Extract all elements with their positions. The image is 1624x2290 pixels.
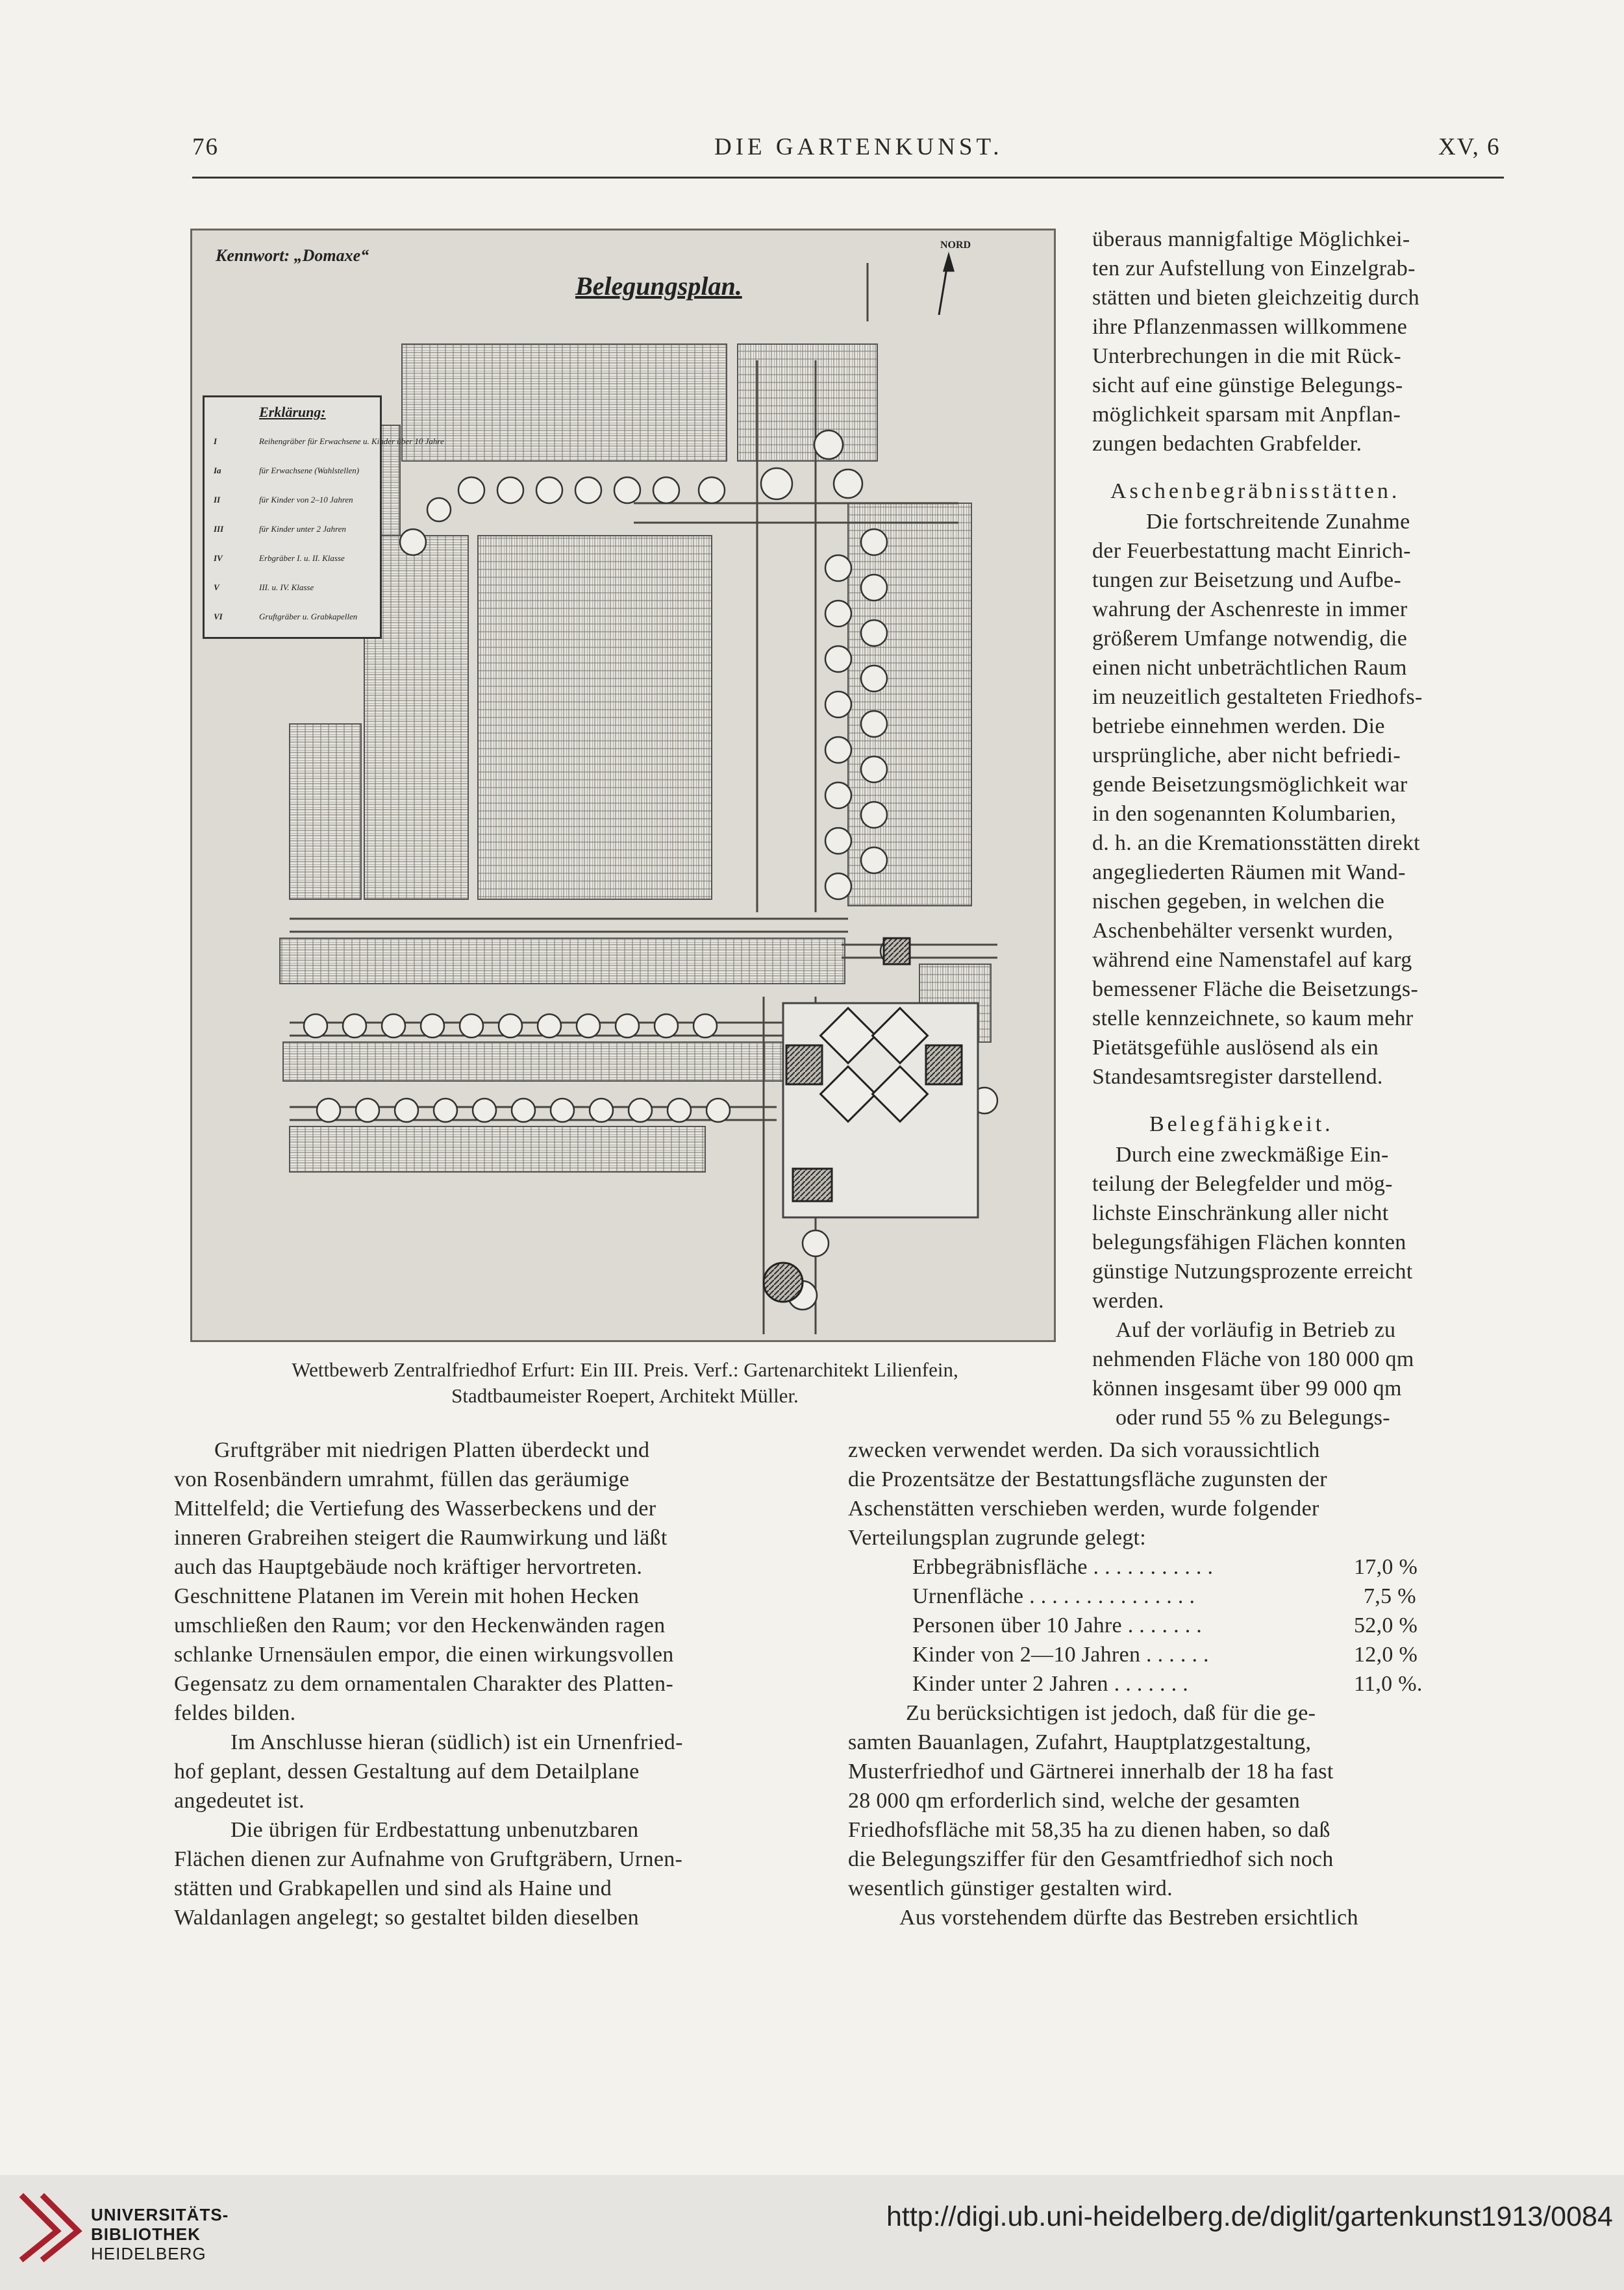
text-line: Musterfriedhof und Gärtnerei innerhalb der 18 ha fast [848,1760,1334,1784]
legend-row: I Reihengräber für Erwachsene u. Kinder über 10 Jahre [214,436,444,446]
text-line: Aschenstätten verschieben werden, wurde folgender [848,1497,1319,1521]
text-line: größerem Umfange notwendig, die [1092,627,1408,651]
text-line: ihre Pflanzenmassen willkommene [1092,315,1408,339]
text-line: 28 000 qm erforderlich sind, welche der gesamten [848,1789,1301,1813]
legend-row: VI Gruftgräber u. Grabkapellen [214,612,358,621]
text-line: Mittelfeld; die Vertiefung des Wasserbeckens und der [174,1497,656,1521]
library-logo-icon [18,2192,83,2263]
figure-legend [203,395,444,639]
text-line: Gruftgräber mit niedrigen Platten überdeckt und [214,1438,650,1462]
text-line: Aschenbehälter versenkt wurden, [1092,919,1393,943]
table-value: 12,0 % [1354,1643,1418,1667]
text-line: gende Beisetzungsmöglichkeit war [1092,773,1408,797]
text-line: im neuzeitlich gestalteten Friedhofs- [1092,685,1423,709]
text-line: überaus mannigfaltige Möglichkei- [1092,227,1410,251]
table-label: Personen über 10 Jahre . . . . . . . [912,1613,1203,1637]
text-line: inneren Grabreihen steigert die Raumwirkung und läßt [174,1526,668,1550]
text-line: Verteilungsplan zugrunde gelegt: [848,1526,1147,1550]
text-line: Unterbrechungen in die mit Rück- [1092,344,1402,368]
text-line: teilung der Belegfelder und mög- [1092,1172,1393,1196]
volume-number: XV, 6 [1438,134,1501,160]
text-line: Auf der vorläufig in Betrieb zu [1116,1318,1396,1342]
table-label: Kinder von 2—10 Jahren . . . . . . [912,1643,1209,1667]
figure-caption-line: Stadtbaumeister Roepert, Architekt Müller. [451,1384,799,1407]
text-line: samten Bauanlagen, Zufahrt, Hauptplatzgestaltung, [848,1730,1312,1754]
cemetery-plan-figure [190,229,1056,1342]
journal-title: DIE GARTENKUNST. [714,134,1003,160]
text-line: Aus vorstehendem dürfte das Bestreben ersichtlich [899,1906,1358,1930]
library-name: UNIVERSITÄTS- BIBLIOTHEK HEIDELBERG [91,2205,229,2263]
text-line: Pietätsgefühle auslösend als ein [1092,1036,1379,1060]
figure-caption-line: Wettbewerb Zentralfriedhof Erfurt: Ein III. Preis. Verf.: Gartenarchitekt Lilienfein, [292,1358,958,1381]
text-line: Flächen dienen zur Aufnahme von Gruftgräbern, Urnen- [174,1847,683,1871]
text-line: d. h. an die Kremationsstätten direkt [1092,831,1420,855]
text-line: angegliederten Räumen mit Wand- [1092,860,1406,884]
text-line: Geschnittene Platanen im Verein mit hohen Hecken [174,1584,640,1608]
text-line: der Feuerbestattung macht Einrich- [1092,539,1411,563]
text-line: lichste Einschränkung aller nicht [1092,1201,1389,1225]
text-line: Friedhofsfläche mit 58,35 ha zu dienen haben, so daß [848,1818,1330,1842]
text-line: werden. [1092,1289,1164,1313]
text-line: bemessener Fläche die Beisetzungs- [1092,977,1419,1001]
text-line: während eine Namenstafel auf karg [1092,948,1412,972]
legend-row: V III. u. IV. Klasse [214,582,314,592]
header-rule [192,177,1504,179]
text-line: wahrung der Aschenreste in immer [1092,597,1408,621]
text-line: Zu berücksichtigen ist jedoch, daß für die ge- [906,1701,1316,1725]
text-line: nehmenden Fläche von 180 000 qm [1092,1347,1414,1371]
library-footer [0,2175,1624,2290]
figure-title: Belegungsplan. [575,271,742,301]
text-line: in den sogenannten Kolumbarien, [1092,802,1397,826]
text-line: umschließen den Raum; vor den Heckenwänden ragen [174,1613,666,1637]
legend-row: II für Kinder von 2–10 Jahren [214,495,353,504]
text-line: einen nicht unbeträchtlichen Raum [1092,656,1407,680]
text-line: ursprüngliche, aber nicht befriedi- [1092,743,1401,767]
text-line: hof geplant, dessen Gestaltung auf dem Detailplane [174,1760,640,1784]
text-line: betriebe einnehmen werden. Die [1092,714,1385,738]
table-label: Erbbegräbnisfläche . . . . . . . . . . . [912,1555,1214,1579]
text-line: stelle kennzeichnete, so kaum mehr [1092,1006,1414,1030]
text-line: können insgesamt über 99 000 qm [1092,1376,1402,1400]
text-line: stätten und Grabkapellen und sind als Haine und [174,1876,612,1900]
text-line: günstige Nutzungsprozente erreicht [1092,1260,1413,1284]
legend-title: Erklärung: [259,404,326,420]
legend-row: Ia für Erwachsene (Wahlstellen) [214,466,360,475]
north-arrow [939,255,953,315]
section-heading: Aschenbegräbnisstätten. [1110,479,1401,503]
text-line: ten zur Aufstellung von Einzelgrab- [1092,256,1416,280]
source-url[interactable]: http://digi.ub.uni-heidelberg.de/diglit/gartenkunst1913/0084 [886,2201,1613,2232]
text-line: Durch eine zweckmäßige Ein- [1116,1143,1389,1167]
text-line: wesentlich günstiger gestalten wird. [848,1876,1173,1900]
text-line: auch das Hauptgebäude noch kräftiger hervortreten. [174,1555,643,1579]
text-line: Die fortschreitende Zunahme [1146,510,1410,534]
text-line: die Prozentsätze der Bestattungsfläche zugunsten der [848,1467,1327,1491]
text-line: belegungsfähigen Flächen konnten [1092,1230,1406,1254]
text-line: feldes bilden. [174,1701,296,1725]
text-line: zungen bedachten Grabfelder. [1092,432,1362,456]
text-line: Im Anschlusse hieran (südlich) ist ein Urnenfried- [231,1730,683,1754]
text-line: tungen zur Beisetzung und Aufbe- [1092,568,1402,592]
table-label: Urnenfläche . . . . . . . . . . . . . . . [912,1584,1195,1608]
text-line: Gegensatz zu dem ornamentalen Charakter des Platten- [174,1672,673,1696]
text-line: Die übrigen für Erdbestattung unbenutzbaren [231,1818,639,1842]
text-line: zwecken verwendet werden. Da sich voraussichtlich [848,1438,1320,1462]
text-line: stätten und bieten gleichzeitig durch [1092,286,1419,310]
text-line: möglichkeit sparsam mit Anpflan- [1092,403,1401,427]
legend-row: III für Kinder unter 2 Jahren [214,524,346,534]
text-line: die Belegungsziffer für den Gesamtfriedhof sich noch [848,1847,1334,1871]
figure-corner-label: Kennwort: „Domaxe“ [216,246,369,265]
table-value: 52,0 % [1354,1613,1418,1637]
legend-row: IV Erbgräber I. u. II. Klasse [214,553,345,563]
text-line: von Rosenbändern umrahmt, füllen das geräumige [174,1467,630,1491]
page-number: 76 [192,134,219,160]
table-value: 11,0 %. [1354,1672,1423,1696]
table-value: 7,5 % [1364,1584,1416,1608]
section-heading: Belegfähigkeit. [1149,1112,1334,1136]
text-line: sicht auf eine günstige Belegungs- [1092,373,1403,397]
north-label: NORD [940,240,971,251]
table-label: Kinder unter 2 Jahren . . . . . . . [912,1672,1189,1696]
text-line: oder rund 55 % zu Belegungs- [1116,1406,1390,1430]
text-line: angedeutet ist. [174,1789,305,1813]
text-line: Standesamtsregister darstellend. [1092,1065,1383,1089]
table-value: 17,0 % [1354,1555,1418,1579]
text-line: nischen gegeben, in welchen die [1092,890,1385,914]
text-line: schlanke Urnensäulen empor, die einen wirkungsvollen [174,1643,674,1667]
text-line: Waldanlagen angelegt; so gestaltet bilden dieselben [174,1906,639,1930]
